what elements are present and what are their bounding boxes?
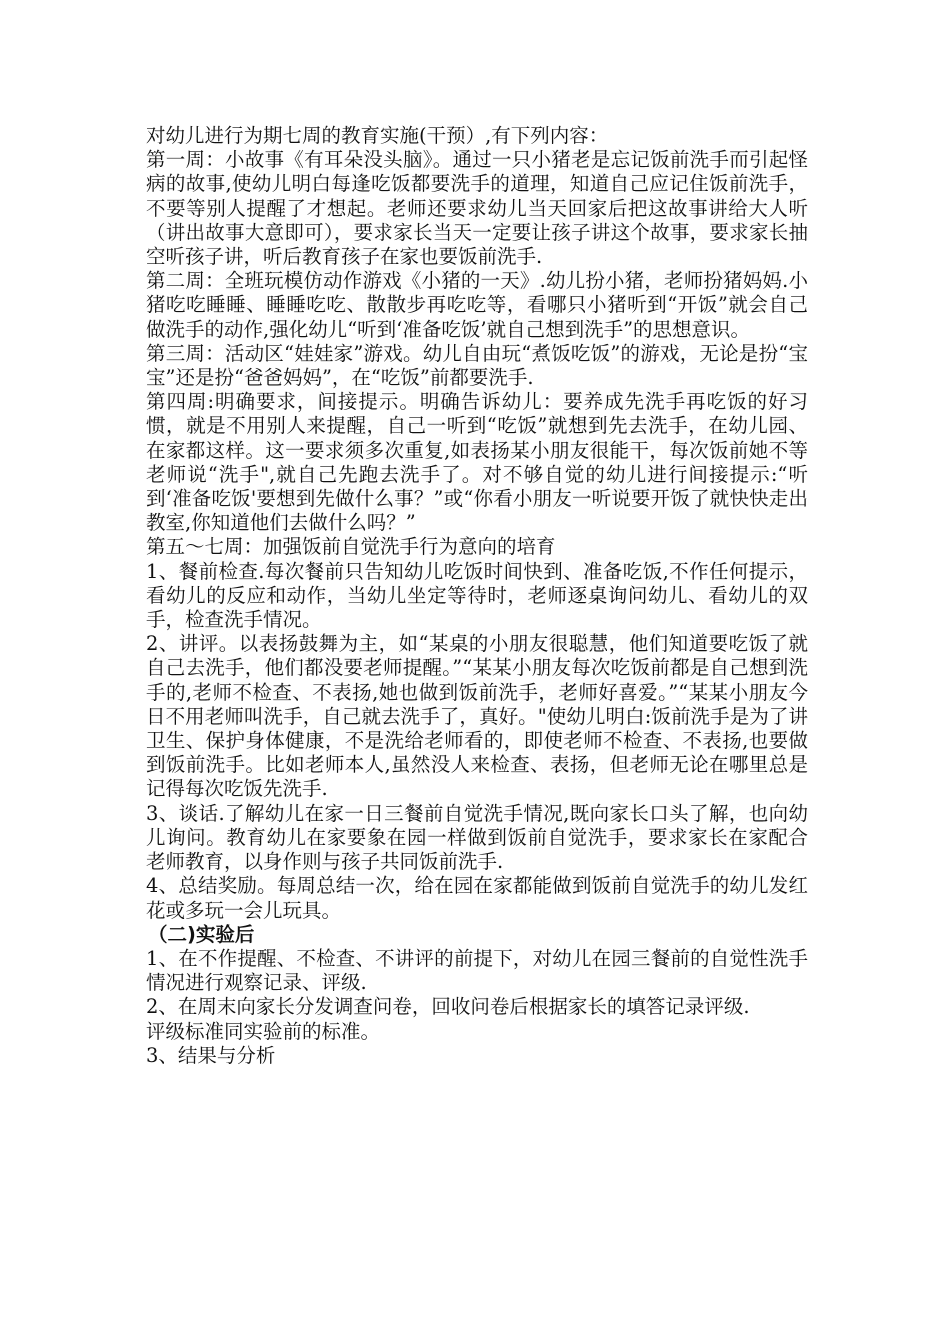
results-analysis-paragraph: 3、结果与分析 [146,1043,276,1067]
week-5-7-paragraph: 第五～七周：加强饭前自觉洗手行为意向的培育 [146,535,556,559]
after-item-2-paragraph: 2、在周末向家长分发调查问卷，回收问卷后根据家长的填答记录评级. [146,995,750,1019]
section-heading: （二)实验后 [148,922,255,946]
week-2-paragraph: 第二周：全班玩模仿动作游戏《小猪的一天》.幼儿扮小猪，老师扮猪妈妈.小猪吃吃睡睡、睡睡吃吃、散散步再吃吃等，看哪只小猪听到“开饭”就会自己做洗手的动作,强化幼儿“听到‘准备吃饭’就自己想到洗手”的思想意识。 [146,269,808,341]
grading-standard-paragraph: 评级标准同实验前的标准。 [146,1019,381,1043]
item-3-paragraph: 3、谈话.了解幼儿在家一日三餐前自觉洗手情况,既向家长口头了解，也向幼儿询问。教育幼儿在家要象在园一样做到饭前自觉洗手，要求家长在家配合老师教育，以身作则与孩子共同饭前洗手. [146,801,808,874]
document-page [146,124,808,1068]
after-item-1-paragraph: 1、在不作提醒、不检查、不讲评的前提下，对幼儿在园三餐前的自觉性洗手情况进行观察记录、评级. [146,946,808,995]
week-4-paragraph: 第四周:明确要求，间接提示。明确告诉幼儿：要养成先洗手再吃饭的好习惯，就是不用别人来提醒，自己一听到“吃饭”就想到先去洗手，在幼儿园、在家都这样。这一要求须多次重复,如表扬某小朋友很能干，每次饭前她不等老师说“洗手",就自己先跑去洗手了。对不够自觉的幼儿进行间接提示:“听到‘准备吃饭'要想到先做什么事？”或“你看小朋友一听说要开饭了就快快走出教室,你知道他们去做什么吗？” [146,390,808,535]
intro-paragraph: 对幼儿进行为期七周的教育实施(干预）,有下列内容： [146,124,609,147]
week-1-paragraph: 第一周：小故事《有耳朵没头脑》。通过一只小猪老是忘记饭前洗手而引起怪病的故事,使幼儿明白每逢吃饭都要洗手的道理，知道自己应记住饭前洗手，不要等别人提醒了才想起。老师还要求幼儿当天回家后把这故事讲给大人听（讲出故事大意即可），要求家长当天一定要让孩子讲这个故事，要求家长抽空听孩子讲，听后教育孩子在家也要饭前洗手. [146,148,808,269]
item-1-paragraph: 1、餐前检查.每次餐前只告知幼儿吃饭时间快到、准备吃饭,不作任何提示，看幼儿的反应和动作，当幼儿坐定等待时，老师逐桌询问幼儿、看幼儿的双手，检查洗手情况。 [146,559,808,632]
item-2-paragraph: 2、讲评。以表扬鼓舞为主，如“某桌的小朋友很聪慧，他们知道要吃饭了就自己去洗手，他们都没要老师提醒。”“某某小朋友每次吃饭前都是自己想到洗手的,老师不检查、不表扬,她也做到饭前洗手，老师好喜爱。”“某某小朋友今日不用老师叫洗手，自己就去洗手了，真好。"使幼儿明白:饭前洗手是为了讲卫生、保护身体健康，不是洗给老师看的，即使老师不检查、不表扬,也要做到饭前洗手。比如老师本人,虽然没人来检查、表扬，但老师无论在哪里总是记得每次吃饭先洗手. [146,632,808,801]
item-4-paragraph: 4、总结奖励。每周总结一次，给在园在家都能做到饭前自觉洗手的幼儿发红花或多玩一会儿玩具。 [146,874,808,922]
week-3-paragraph: 第三周：活动区“娃娃家”游戏。幼儿自由玩“煮饭吃饭”的游戏，无论是扮“宝宝”还是扮“爸爸妈妈”，在“吃饭”前都要洗手. [146,341,808,390]
